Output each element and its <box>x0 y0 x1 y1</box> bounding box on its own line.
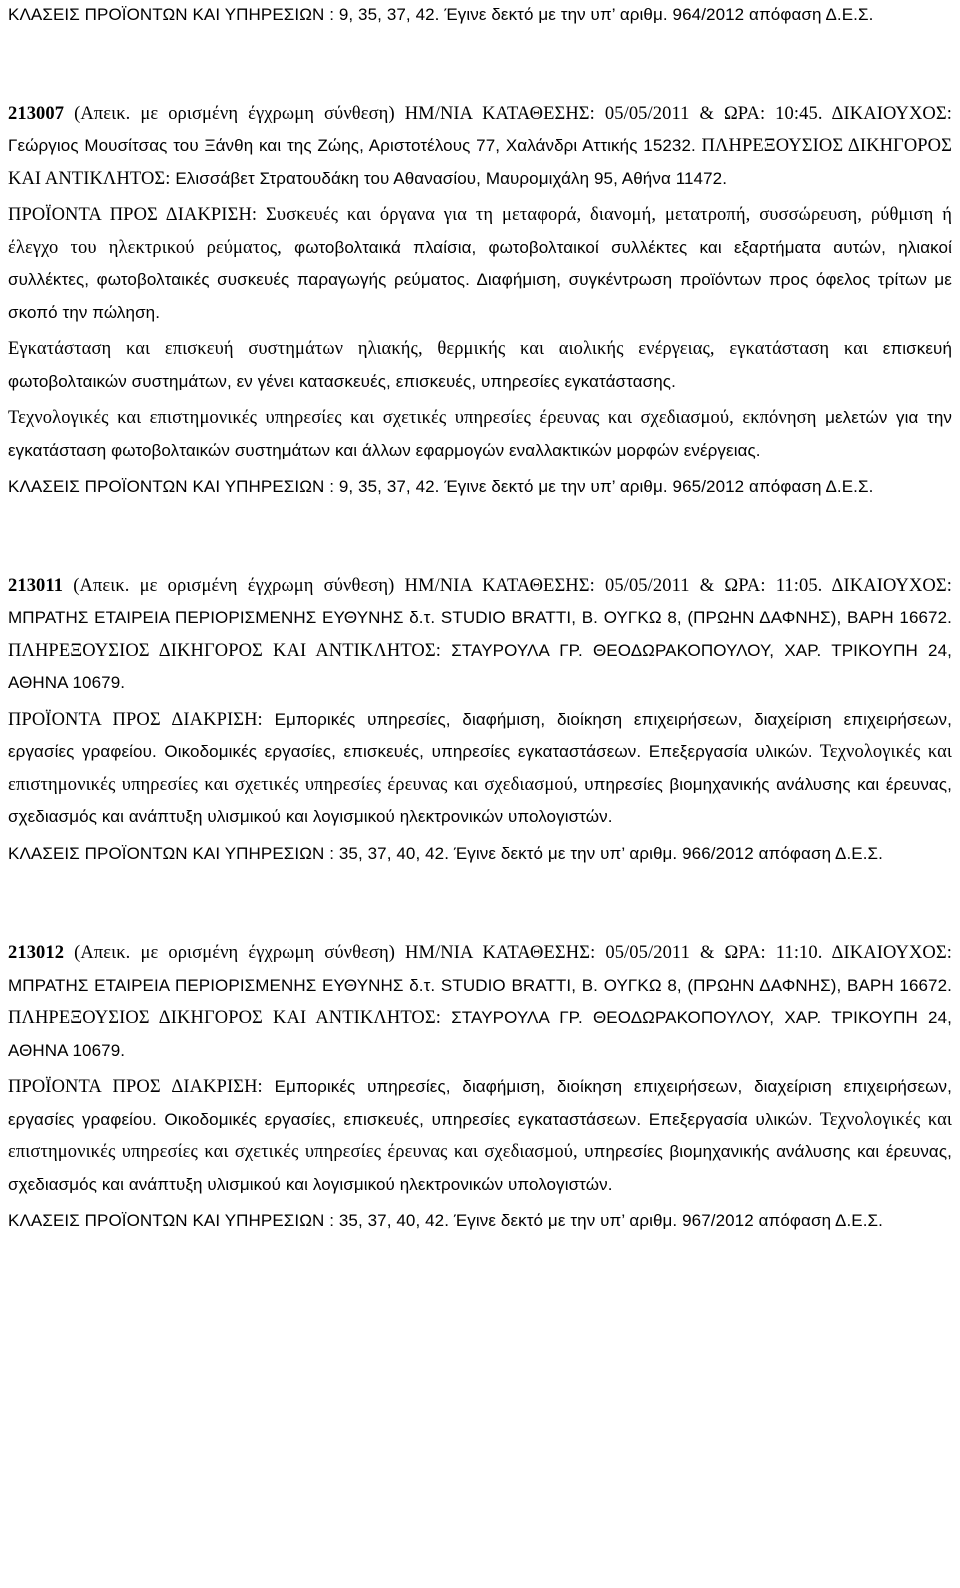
filing-details: (Απεικ. με ορισμένη έγχρωμη σύνθεση) ΗΜ/ΝΙΑ ΚΑΤΑΘΕΣΗΣ: 05/05/2011 & ΩΡΑ: 10:45. <box>64 103 823 124</box>
application-number: 213012 <box>8 943 65 963</box>
owner-value: ΜΠΡΑΤΗΣ ΕΤΑΙΡΕΙΑ ΠΕΡΙΟΡΙΣΜΕΝΗΣ ΕΥΘΥΝΗΣ δ.τ. STUDIO BRATTI, Β. ΟΥΓΚΩ 8, (ΠΡΩΗΝ ΔΑΦΝΗΣ), ΒΑΡΗ 16672. <box>8 608 952 627</box>
filing-details: (Απεικ. με ορισμένη έγχρωμη σύνθεση) ΗΜ/ΝΙΑ ΚΑΤΑΘΕΣΗΣ: 05/05/2011 & ΩΡΑ: 11:10. <box>64 943 823 963</box>
owner-label: ΔΙΚΑΙΟΥΧΟΣ: <box>831 103 952 124</box>
attorney-label: ΠΛΗΡΕΞΟΥΣΙΟΣ ΔΙΚΗΓΟΡΟΣ ΚΑΙ ΑΝΤΙΚΛΗΤΟΣ: <box>8 1008 441 1028</box>
application-number: 213007 <box>8 103 65 124</box>
owner-label: ΔΙΚΑΙΟΥΧΟΣ: <box>831 943 952 963</box>
products-serif-text: Τεχνολογικές και επιστημονικές υπηρεσίες και σχετικές υπηρεσίες έρευνας και σχεδιασμού, <box>8 742 952 795</box>
entry-header <box>8 937 952 1067</box>
classes-text: ΚΛΑΣΕΙΣ ΠΡΟΪΟΝΤΩΝ ΚΑΙ ΥΠΗΡΕΣΙΩΝ : 35, 37, 40, 42. Έγινε δεκτό με την υπ’ αριθμ. 966/2012 απόφαση Δ.Ε.Σ. <box>8 843 883 863</box>
attorney-label: ΠΛΗΡΕΞΟΥΣΙΟΣ ΔΙΚΗΓΟΡΟΣ ΚΑΙ ΑΝΤΙΚΛΗΤΟΣ: <box>8 136 953 189</box>
owner-label: ΔΙΚΑΙΟΥΧΟΣ: <box>831 575 952 596</box>
products-serif-text: Τεχνολογικές και επιστημονικές υπηρεσίες και σχετικές υπηρεσίες έρευνας και σχεδιασμού, <box>8 1109 952 1162</box>
products-label: ΠΡΟΪΟΝΤΑ ΠΡΟΣ ΔΙΑΚΡΙΣΗ: <box>8 1077 263 1097</box>
trademark-entry-213012 <box>8 937 952 1238</box>
products-text: Εμπορικές υπηρεσίες, διαφήμιση, διοίκηση επιχειρήσεων, διαχείριση επιχειρήσεων, εργασίες γραφείου. Οικοδομικές εργασίες, επισκευές, υπηρεσίες εγκαταστάσεων. Επεξεργασία υλικών. <box>8 1077 952 1129</box>
entry-header <box>8 98 952 196</box>
products-label: ΠΡΟΪΟΝΤΑ ΠΡΟΣ ΔΙΑΚΡΙΣΗ: <box>8 709 263 730</box>
classes-line <box>8 471 952 504</box>
application-number: 213011 <box>8 575 64 596</box>
products-text-rest: υπηρεσίες βιομηχανικής ανάλυσης και έρευνας, σχεδιασμός και ανάπτυξη υλισμικού και λογισμικού ηλεκτρονικών υπολογιστών. <box>8 1142 952 1194</box>
classes-text: ΚΛΑΣΕΙΣ ΠΡΟΪΟΝΤΩΝ ΚΑΙ ΥΠΗΡΕΣΙΩΝ : 9, 35, 37, 42. Έγινε δεκτό με την υπ’ αριθμ. 964/2012 απόφαση Δ.Ε.Σ. <box>8 5 874 24</box>
document-body <box>8 0 952 1238</box>
owner-value: Γεώργιος Μουσίτσας του Ξάνθη και της Ζώης, Αριστοτέλους 77, Χαλάνδρι Αττικής 15232. <box>8 136 696 155</box>
products-paragraph <box>8 199 952 329</box>
attorney-value: Ελισσάβετ Στρατουδάκη του Αθανασίου, Μαυρομιχάλη 95, Αθήνα 11472. <box>170 168 728 188</box>
classes-text: ΚΛΑΣΕΙΣ ΠΡΟΪΟΝΤΩΝ ΚΑΙ ΥΠΗΡΕΣΙΩΝ : 9, 35, 37, 42. Έγινε δεκτό με την υπ’ αριθμ. 965/2012 απόφαση Δ.Ε.Σ. <box>8 477 874 496</box>
products-paragraph <box>8 1071 952 1201</box>
services-text: επισκευή φωτοβολταικών συστημάτων, εν γένει κατασκευές, επισκευές, υπηρεσίες εγκατάστασης. <box>8 339 952 391</box>
filing-details: (Απεικ. με ορισμένη έγχρωμη σύνθεση) ΗΜ/ΝΙΑ ΚΑΤΑΘΕΣΗΣ: 05/05/2011 & ΩΡΑ: 11:05. <box>63 575 823 596</box>
services-text: μελετών για την εγκατάσταση φωτοβολταικών συστημάτων και άλλων εφαρμογών εναλλακτικών μορφών ενέργειας. <box>8 408 952 460</box>
products-text: φωτοβολταικά πλαίσια, φωτοβολταικοί συλλέκτες και εξαρτήματα αυτών, ηλιακοί συλλέκτες, φωτοβολταικές συσκευές παραγωγής ρεύματος. Διαφήμιση, συγκέντρωση προϊόντων προς όφελος τρίτων με σκοπό την πώληση. <box>8 237 952 322</box>
classes-line <box>8 838 952 871</box>
trademark-entry-213007 <box>8 98 952 504</box>
products-text: Εμπορικές υπηρεσίες, διαφήμιση, διοίκηση επιχειρήσεων, διαχείριση επιχειρήσεων, εργασίες γραφείου. Οικοδομικές εργασίες, επισκευές, υπηρεσίες εγκαταστάσεων. Επεξεργασία υλικών. <box>8 709 952 761</box>
services-paragraph-technology <box>8 402 952 467</box>
services-serif-text: Τεχνολογικές και επιστημονικές υπηρεσίες και σχετικές υπηρεσίες έρευνας και σχεδιασμού, εκπόνηση <box>8 408 817 428</box>
attorney-value: ΣΤΑΥΡΟΥΛΑ ΓΡ. ΘΕΟΔΩΡΑΚΟΠΟΥΛΟΥ, ΧΑΡ. ΤΡΙΚΟΥΠΗ 24, ΑΘΗΝΑ 10679. <box>8 640 952 692</box>
classes-line <box>8 1205 952 1238</box>
products-serif-text: Συσκευές και όργανα για τη μεταφορά, διανομή, μετατροπή, συσσώρευση, ρύθμιση ή έλεγχο του ηλεκτρικού ρεύματος, <box>8 205 952 258</box>
attorney-value: ΣΤΑΥΡΟΥΛΑ ΓΡ. ΘΕΟΔΩΡΑΚΟΠΟΥΛΟΥ, ΧΑΡ. ΤΡΙΚΟΥΠΗ 24, ΑΘΗΝΑ 10679. <box>8 1008 952 1060</box>
products-label: ΠΡΟΪΟΝΤΑ ΠΡΟΣ ΔΙΑΚΡΙΣΗ: <box>8 205 258 225</box>
products-text-rest: υπηρεσίες βιομηχανικής ανάλυσης και έρευνας, σχεδιασμός και ανάπτυξη υλισμικού και λογισμικού ηλεκτρονικών υπολογιστών. <box>8 774 952 826</box>
attorney-label: ΠΛΗΡΕΞΟΥΣΙΟΣ ΔΙΚΗΓΟΡΟΣ ΚΑΙ ΑΝΤΙΚΛΗΤΟΣ: <box>8 640 441 661</box>
classes-text: ΚΛΑΣΕΙΣ ΠΡΟΪΟΝΤΩΝ ΚΑΙ ΥΠΗΡΕΣΙΩΝ : 35, 37, 40, 42. Έγινε δεκτό με την υπ’ αριθμ. 967/2012 απόφαση Δ.Ε.Σ. <box>8 1211 883 1230</box>
products-paragraph <box>8 704 952 834</box>
services-paragraph-installation <box>8 333 952 398</box>
classes-line-top <box>8 0 952 32</box>
trademark-entry-213011 <box>8 570 952 871</box>
owner-value: ΜΠΡΑΤΗΣ ΕΤΑΙΡΕΙΑ ΠΕΡΙΟΡΙΣΜΕΝΗΣ ΕΥΘΥΝΗΣ δ.τ. STUDIO BRATTI, Β. ΟΥΓΚΩ 8, (ΠΡΩΗΝ ΔΑΦΝΗΣ), ΒΑΡΗ 16672. <box>8 975 952 995</box>
entry-header <box>8 570 952 700</box>
services-serif-text: Εγκατάσταση και επισκευή συστημάτων ηλιακής, θερμικής και αιολικής ενέργειας, εγκατάσταση και <box>8 339 868 359</box>
